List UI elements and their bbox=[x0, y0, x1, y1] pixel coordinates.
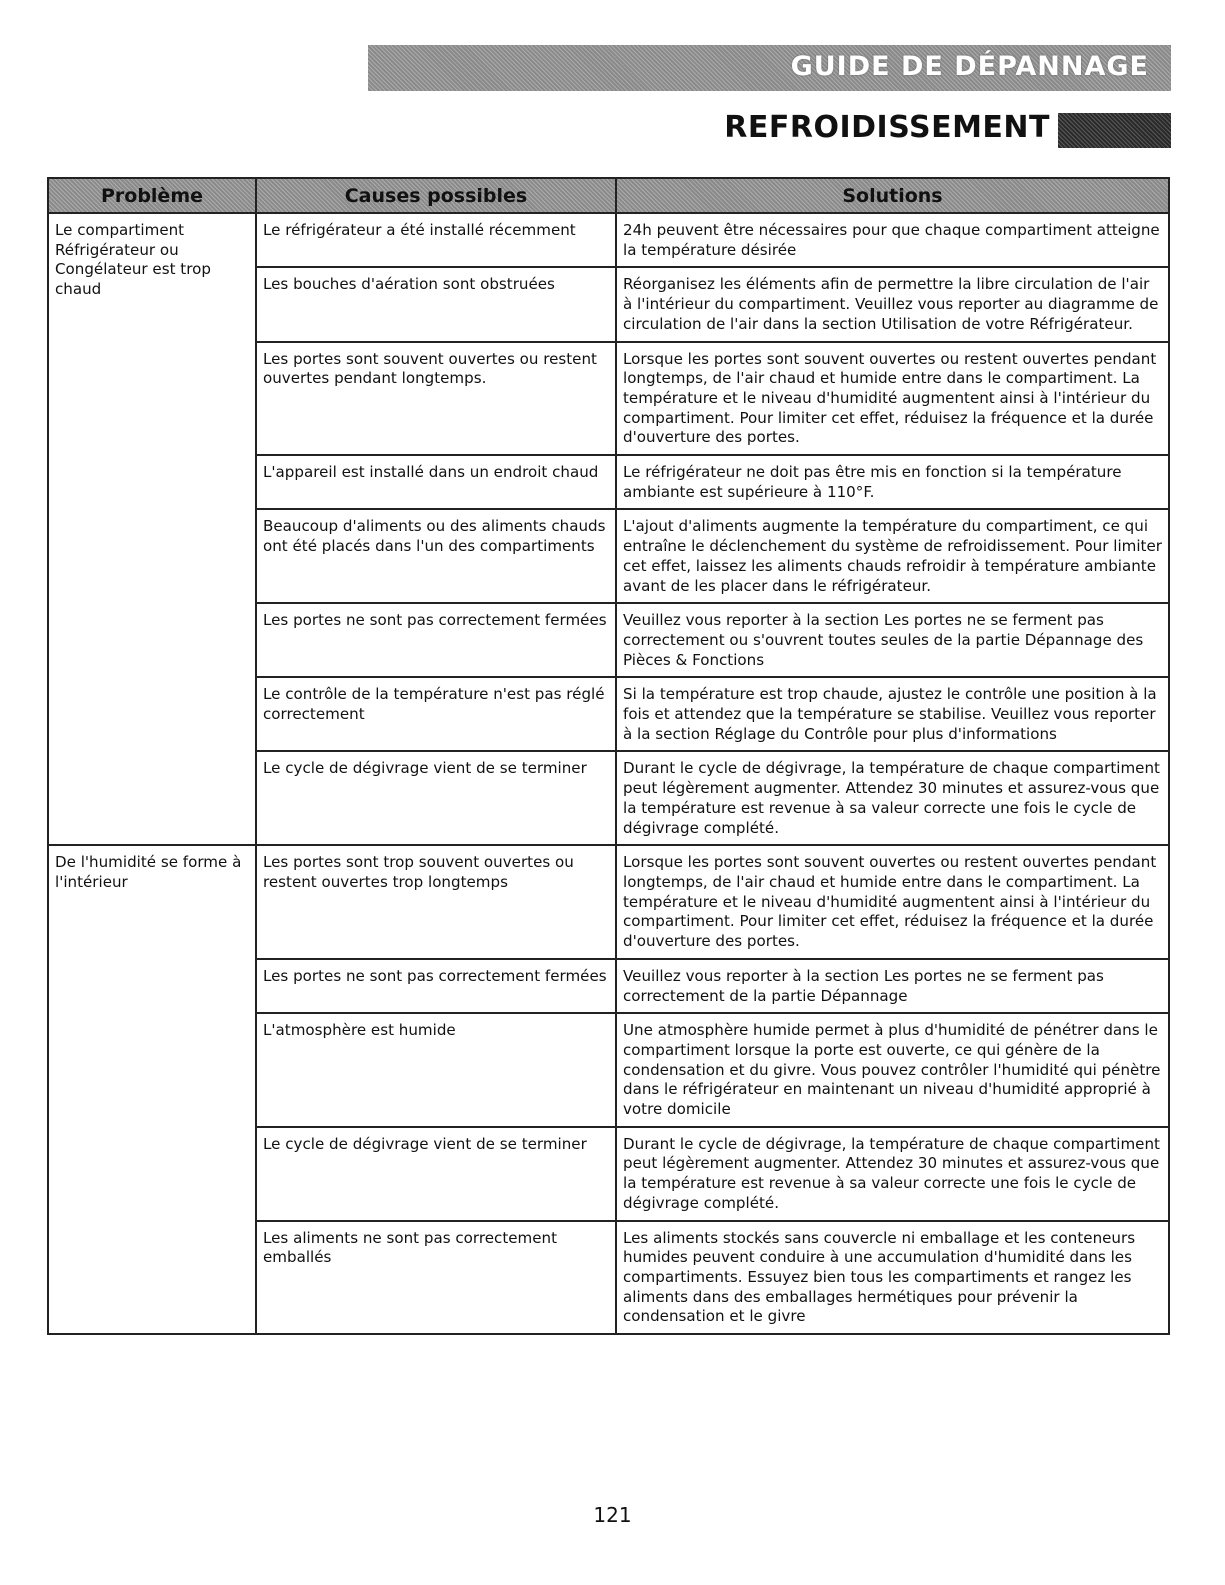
section-marker bbox=[1058, 113, 1171, 148]
solution-cell: Veuillez vous reporter à la section Les portes ne se ferment pas correctement de la partie Dépannage bbox=[616, 959, 1169, 1013]
solution-cell: Le réfrigérateur ne doit pas être mis en fonction si la température ambiante est supérieure à 110°F. bbox=[616, 455, 1169, 509]
solution-cell: Durant le cycle de dégivrage, la température de chaque compartiment peut légèrement augmenter. Attendez 30 minutes et assurez-vous que la température est revenue à sa valeur correcte une fois le cycle de dégivrage complété. bbox=[616, 1127, 1169, 1221]
solution-cell: Les aliments stockés sans couvercle ni emballage et les conteneurs humides peuvent conduire à une accumulation d'humidité dans les compartiments. Essuyez bien tous les compartiments et rangez les aliments dans des emballages hermétiques pour prévenir la condensation et le givre bbox=[616, 1221, 1169, 1335]
solution-cell: 24h peuvent être nécessaires pour que chaque compartiment atteigne la température désirée bbox=[616, 213, 1169, 267]
solution-cell: Lorsque les portes sont souvent ouvertes ou restent ouvertes pendant longtemps, de l'air chaud et humide entre dans le compartiment. La température et le niveau d'humidité augmentent ainsi à l'intérieur du compartiment. Pour limiter cet effet, réduisez la fréquence et la durée d'ouverture des portes. bbox=[616, 845, 1169, 959]
solution-cell: Veuillez vous reporter à la section Les portes ne se ferment pas correctement ou s'ouvrent toutes seules de la partie Dépannage des Pièces & Fonctions bbox=[616, 603, 1169, 677]
solution-cell: Si la température est trop chaude, ajustez le contrôle une position à la fois et attendez que la température se stabilise. Veuillez vous reporter à la section Réglage du Contrôle pour plus d'informations bbox=[616, 677, 1169, 751]
problem-cell: Le compartiment Réfrigérateur ou Congélateur est trop chaud bbox=[48, 213, 256, 845]
header-solutions: Solutions bbox=[616, 178, 1169, 213]
page-title: REFROIDISSEMENT bbox=[724, 110, 1050, 145]
header-problem: Problème bbox=[48, 178, 256, 213]
cause-cell: Le réfrigérateur a été installé récemment bbox=[256, 213, 616, 267]
banner-title: GUIDE DE DÉPANNAGE bbox=[790, 51, 1149, 82]
table-header-row bbox=[48, 178, 1169, 213]
cause-cell: L'appareil est installé dans un endroit chaud bbox=[256, 455, 616, 509]
cause-cell: Beaucoup d'aliments ou des aliments chauds ont été placés dans l'un des compartiments bbox=[256, 509, 616, 603]
cause-cell: Le cycle de dégivrage vient de se terminer bbox=[256, 1127, 616, 1221]
page-number: 121 bbox=[593, 1503, 632, 1527]
cause-cell: Les aliments ne sont pas correctement emballés bbox=[256, 1221, 616, 1335]
cause-cell: Le contrôle de la température n'est pas réglé correctement bbox=[256, 677, 616, 751]
cause-cell: Les portes ne sont pas correctement fermées bbox=[256, 603, 616, 677]
cause-cell: Les portes sont trop souvent ouvertes ou restent ouvertes trop longtemps bbox=[256, 845, 616, 959]
cause-cell: Le cycle de dégivrage vient de se terminer bbox=[256, 751, 616, 845]
table-row bbox=[48, 845, 1169, 959]
troubleshooting-table bbox=[47, 177, 1170, 1335]
header-causes: Causes possibles bbox=[256, 178, 616, 213]
cause-cell: Les portes sont souvent ouvertes ou restent ouvertes pendant longtemps. bbox=[256, 342, 616, 456]
solution-cell: Réorganisez les éléments afin de permettre la libre circulation de l'air à l'intérieur du compartiment. Veuillez vous reporter au diagramme de circulation de l'air dans la section Utilisation de votre Réfrigérateur. bbox=[616, 267, 1169, 341]
problem-cell: De l'humidité se forme à l'intérieur bbox=[48, 845, 256, 1334]
section-banner bbox=[368, 45, 1171, 91]
solution-cell: Durant le cycle de dégivrage, la température de chaque compartiment peut légèrement augmenter. Attendez 30 minutes et assurez-vous que la température est revenue à sa valeur correcte une fois le cycle de dégivrage complété. bbox=[616, 751, 1169, 845]
solution-cell: Lorsque les portes sont souvent ouvertes ou restent ouvertes pendant longtemps, de l'air chaud et humide entre dans le compartiment. La température et le niveau d'humidité augmentent ainsi à l'intérieur du compartiment. Pour limiter cet effet, réduisez la fréquence et la durée d'ouverture des portes. bbox=[616, 342, 1169, 456]
table-row bbox=[48, 213, 1169, 267]
cause-cell: Les bouches d'aération sont obstruées bbox=[256, 267, 616, 341]
cause-cell: Les portes ne sont pas correctement fermées bbox=[256, 959, 616, 1013]
solution-cell: Une atmosphère humide permet à plus d'humidité de pénétrer dans le compartiment lorsque la porte est ouverte, ce qui génère de la condensation et du givre. Vous pouvez contrôler l'humidité qui pénètre dans le réfrigérateur en maintenant un niveau d'humidité approprié à votre domicile bbox=[616, 1013, 1169, 1127]
solution-cell: L'ajout d'aliments augmente la température du compartiment, ce qui entraîne le déclenchement du système de refroidissement. Pour limiter cet effet, laissez les aliments chauds refroidir à température ambiante avant de les placer dans le réfrigérateur. bbox=[616, 509, 1169, 603]
cause-cell: L'atmosphère est humide bbox=[256, 1013, 616, 1127]
